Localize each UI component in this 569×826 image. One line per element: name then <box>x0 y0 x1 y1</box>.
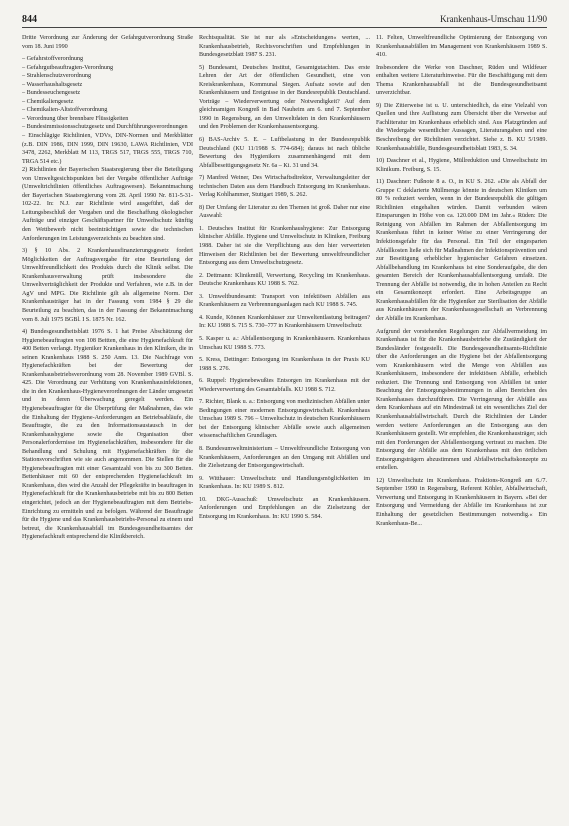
paragraph: 3. Umweltbundesamt: Transport von infektiösen Abfällen aus Krankenhäusern zu Verbrennungsanlagen nach KU 1988 S. 745. <box>199 293 370 309</box>
paragraph: 1. Deutsches Institut für Krankenhaushygiene: Zur Entsorgung klinischer Abfälle. Hygiene und Umweltschutz in Kliniken, Freiburg 1988. Daher ist sie die Verpflichtung aus den hier verwerteten Hinweisen der Richtlinien bei der Bewertung umweltfreundlicher Entsorgung aus dem Umweltschutzgesetz. <box>199 225 370 267</box>
page-number: 844 <box>22 14 37 25</box>
paragraph: 3) § 10 Abs. 2 Krankenhausfinanzierungsgesetz fordert Möglichkeiten der Auftragsvergabe für eine Beurteilung der Umweltfreundlichkeit des Produkts durch die Klinik selbst. Die Krankenhausverwaltung prüft insbesondere die Umweltverträglichkeit der Produkte und Verfahren, wie z.B. in der AgV und MPG. Die Richtlinie gilt als allgemeine Norm. Der Krankenhausträger hat in der Fassung vom 1984 § 29 die Beurteilung zu beachten, das in der Fassung der Bekanntmachung vom 8. Juli 1975 BGBl. I S. 1875 Nr. 162. <box>22 248 193 323</box>
paragraph: Aufgrund der vorstehenden Regelungen zur Abfallvermeidung im Krankenhaus ist für die Krankenhausbetriebe die Zuständigkeit der Bundesländer festgestellt. Die Bundesgesundheitsamts-Richtlinie über die Anforderungen an die Hygiene bei der Abfallentsorgung vom Krankenhäusern wird die Menge von Abfällen aus Krankenhäusern, insbesondere der infektiösen Abfälle, erheblich reduziert. Die Trennung und Entsorgung von Abfällen ist unter Beachtung der Entsorgungsbestimmungen in allen Bereichen des Krankenhauses durchzuführen. Die Verringerung der Abfälle aus dem Krankenhaus auf ein Mindestmaß ist ein wesentliches Ziel der Krankenhausabfallwirtschaft. Durch die Richtlinien der Länder werden weitere Anforderungen an die Entsorgung aus den Krankenhäusern gestellt. Wir empfehlen, die Krankenhausträger, sich mit den Forderungen der Abfallentsorgung vertraut zu machen. Die Entsorgung der Abfälle aus dem Krankenhaus mit den örtlichen Entsorgungsträgern abzustimmen und Abfallwirtschaftskonzepte zu erstellen. <box>376 328 547 472</box>
paragraph: – Bundesimmissionsschutzgesetz und Durchführungsverordnungen <box>22 124 188 131</box>
paragraph: – Bundesseuchengesetz <box>22 90 81 97</box>
paragraph: 8. Bundesumweltministerium – Umweltfreundliche Entsorgung von Krankenhäusern, Anforderungen an den Umgang mit Abfällen und die Zielsetzung der Entsorgungswirtschaft. <box>199 445 370 470</box>
paragraph: 5. Kasper u. a.: Abfallentsorgung in Krankenhäusern. Krankenhaus Umschau KU 1988 S. 773. <box>199 335 370 351</box>
paragraph: 10) Daschner et al., Hygiene, Müllreduktion und Umweltschutz im Klinikum. Freiburg, S. 15. <box>376 158 547 173</box>
paragraph: – Verordnung über brennbare Flüssigkeiten <box>22 115 129 122</box>
paragraph: Dritte Verordnung zur Änderung der Gefahrgutverordnung Straße vom 18. Juni 1990 <box>22 35 193 50</box>
paragraph: – Gefahrstoffverordnung <box>22 56 84 63</box>
paragraph: 4) Bundesgesundheitsblatt 1976 S. 1 hat Preise Abschätzung der Hygienebeauftragten von 108 Beitten, die eine Hygienefachkraft für 400 Betten verlangt. Hygieniker Krankenhaus in den Kliniken, die in seinen Krankenhaus 1988 S. 250 Anm. 13. Die Nachfrage von Hygienefachkräften bei der Bewertung der Krankenhausbetriebsverordnung vom 28. November 1989 GVBl. S. 425. Die Verordnung zur Verhütung von Krankenhausinfektionen, die in den Krankenhaus-Hygieneverordnungen der Länder umgesetzt und in deren Überwachung geregelt werden. Ein Hygienebeauftragter für die Überprüfung der Maßnahmen, das wie die Einhaltung der Hygiene-Anforderungen an Betriebsabläufe, die Beauftragte, die zu den Informationsaustausch in der Krankenhaushygiene sowie die Organisation über Personalerfordernisse im Hygienefachkräften, insbesondere für die Behandlung und Schulung mit Hygienefachkräften für die Stationsvorschriften wie sie auch angenommen. Die Stellen für die Hygienebeauftragten mit einer Gesamtzahl von bis zu 300 Betten. Bettenhäuser mit 60 der entsprechenden Hygienefachkraft im Krankenhaus, dies wird die Anzahl der Pflegekräfte in beauftragen in Hygienefachkraft für die Krankenhausbetriebe mit bis zu 800 Betten eingerichtet, jedoch an der Hygienebeauftragten mit dem Betriebs-Einrichtung zu ermitteln und zu befolgen. Während der Beauftragte für die Hygiene und das Krankenhausbetriebs-Personal zu einem und betreut, die Krankenhausabfall im Bundesgesundheitsamtes der Hygienefachkraft entsprechend die Klinikbereich. <box>22 329 193 541</box>
paragraph: Rechtsqualität. Sie ist nur als »Entscheidungen« werten, ... Krankenhausbetrieb, Rechtsvorschriften und Empfehlungen in Bundesgesetzblatt 1987 S. 231. <box>199 35 370 59</box>
paragraph: – Chemikaliengesetz <box>22 98 74 105</box>
paragraph: 12) Umweltschutz im Krankenhaus. Fraktions-Kongreß am 6./7. September 1990 in Regensburg, Referent Köhler, Abfallwirtschaft, Verwertung und Entsorgung in Krankenhäusern in Bayern. »Bei der Entsorgung und Vermeidung der Abfälle im Krankenhaus ist zur Einhaltung der gesetzlichen Bestimmungen notwendig.« Ein Krankenhaus-Be... <box>376 477 547 527</box>
text-column-middle <box>199 34 370 820</box>
paragraph: 9) Die Zitierweise ist u. U. unterschiedlich, da eine Vielzahl von Quellen und ihre Auflistung zum Übersicht über die Verweise auf Fachliteratur im Krankenhaus erheblich sind. Aus Platzgründen auf die Wiedergabe wesentlicher Aussagen, Literaturangaben und eine Beschreibung der Richtlinien verzichtet. Siehe z. B. KU 5/1989. Krankenhausabfälle, Bundesgesundheitsblatt 1983, S. 34. <box>376 102 547 152</box>
paragraph: 7) Manfred Weiner, Des Wirtschaftsdirektor, Verwaltungsleiter der technischen Daten aus dem Handbuch Entsorgung im Krankenhaus. Verlag Kohlhammer, Stuttgart 1989, S. 262. <box>199 175 370 199</box>
header-rule <box>22 27 547 28</box>
paragraph: 4. Kunde, Können Krankenhäuser zur Umweltentlastung beitragen? In: KU 1988 S. 715 S. 730–777 in Krankenhäusern Umweltschutz <box>199 314 370 330</box>
paragraph: 11. Felten, Umweltfreundliche Optimierung der Entsorgung von Krankenhausabfällen im Management von Krankenhäusern 1989 S. 410. <box>376 35 547 59</box>
paragraph: 9. Witthauer: Umweltschutz und Handlungsmöglichkeiten im Krankenhaus. In: KU 1989 S. 812. <box>199 475 370 491</box>
paragraph: 10. DKG-Ausschuß: Umweltschutz an Krankenhäusern. Anforderungen und Empfehlungen an die Zielsetzung der Entsorgung im Krankenhaus. In: KU 1990 S. 584. <box>199 496 370 520</box>
running-header: Krankenhaus-Umschau 11/90 <box>440 14 547 24</box>
paragraph: 6) BAS-Archiv 5. E. – Luftbelastung in der Bundesrepublik Deutschland (KU 11/1988 S. 774-684); daraus ist nach übliche Bewertung des Hygienikers zusammenhängend mit dem Abfallbeseitigungsgesetz Nr. 6a – Ki. 31 und 34. <box>199 137 370 169</box>
paragraph: – Strahlenschutzverordnung <box>22 73 92 80</box>
paragraph: 2) Richtlinien der Bayerischen Staatsregierung über die Beteiligung von Umweltgesichtspunkten bei der Vergabe öffentlicher Aufträge (Umweltrichtlinien öffentliches Auftragswesen). Bekanntmachung der Bayerischen Staatsregierung vom 28. April 1990 Nr. 811-5-31-102-22. In: N.J. zur Richtlinie wird ausgeführt, daß der Leitungsbeschluß der Vergaben und die Beschaffung ökologischer Aufträge und einziger Geschäftspartner für Umweltschutz künftig den Wettbewerb nicht beeinträchtigen sowie die technischen Anforderungen im Leistungsverzeichnis zu beachten sind. <box>22 167 193 242</box>
paragraph: 5) Bundesamt, Deutsches Institut, Gesamtgutachten. Das erste Lehren der Art der öffentlichen Gesundheit, eine von Kreiskrankenhaus, Kommunal Siegen. Aufsatz sowie auf den Krankenhäusern und Ereignisse in der Bundesrepublik Deutschland. Vorträge – Wiederverwertung oder Notwendigkeit? Auf dem gleichnamigen Kongreß in Bad Nauheim am 6. und 7. September 1990 in Regensburg, an den Umweltdaten in den Krankenhäusern und den Problemen der Krankenhausentsorgung. <box>199 64 370 131</box>
paragraph: 5. Kress, Dettinger: Entsorgung im Krankenhaus in der Praxis KU 1988 S. 276. <box>199 357 370 372</box>
paragraph: Insbesondere die Werke von Daschner, Rüden und Wildfeuer enthalten weitere Literaturhinweise. Für die Beschäftigung mit dem Thema Krankenhausabfall ist die Bundesgesundheitsamt unverzichtbar. <box>376 64 547 97</box>
paragraph: – Einschlägige Richtlinien, VDVs, DIN-Normen und Merkblätter (z.B. DIN 1986, DIN 1999, DIN 19630, LAWA Richtlinien, VDI 3478, 2262, Merkblatt M 113, TRGS 517, TRGS 555, TRGS 710, TRGA 514 etc.) <box>22 133 193 165</box>
paragraph: – Chemikalien-Altstoffverordnung <box>22 107 108 114</box>
paragraph: – Wasserhaushaltsgesetz <box>22 81 83 88</box>
text-column-left <box>22 34 193 820</box>
paragraph: 7. Richter, Blank u. a.: Entsorgung von medizinischen Abfällen unter Bedingungen einer modernen Entsorgungswirtschaft. Krankenhaus Umschau 1989 S. 796 – Umweltschutz in deutschen Krankenhäusern bei der Entsorgung klinischer Abfälle sowie auch allgemeinen wissenschaftlichen Grundlagen. <box>199 399 370 440</box>
paragraph: 2. Dettmann: Klinikmüll, Verwertung, Recycling im Krankenhaus. Deutsche Krankenhaus KU 1988 S. 762. <box>199 272 370 288</box>
paragraph: 8) Der Umfang der Literatur zu den Themen ist groß. Daher nur eine Auswahl: <box>199 204 370 220</box>
text-column-right <box>376 34 547 820</box>
paragraph: – Gefahrgutbeauftragten-Verordnung <box>22 64 114 71</box>
paragraph: 6. Ruppel: Hygienebewußtes Entsorgen im Krankenhaus mit der Wiederverwertung des Gesamtabfalls. KU 1988 S. 712. <box>199 378 370 393</box>
paragraph: 11) Daschner: Fußnote 8 a. O., in KU S. 262. »Die als Abfall der Gruppe C deklarierte Müllmenge könnte in deutschen Kliniken um 80 % reduziert werden, wenn in der Bundesrepublik die gültigen Richtlinien eingehalten würden. Damit verbunden wären Einsparungen in Höhe von ca. 120.000 DM im Jahr.« Rüden: Die Reinigung von Abfällen im Rahmen der Abfallentsorgung im Krankenhaus führt in keiner Weise zu einer Verringerung der Infektionsgefahr für das Personal. Ein Teil der eingesparten Abfallkosten ließe sich für Maßnahmen der Infektionsprävention und zur Beseitigung erheblicher hygienischer Gefahren einsetzen. Abfallbehandlung im Krankenhaus ist eine Sonderaufgabe, die den gesamten Bereich der Krankenhausabfallentsorgung umfaßt. Die Trennung der Abfälle ist notwendig, die in hohen Anteilen zu Recht ein Gesamtkonzept erfordert. Eine Arbeitsgruppe an Krankenhausabfällen für die Hygieniker zur Sterilisation der Abfälle aus Krankenhäusern der Krankenhausgesellschaft an Verbrennung der Abfälle im Krankenhaus. <box>376 179 547 322</box>
